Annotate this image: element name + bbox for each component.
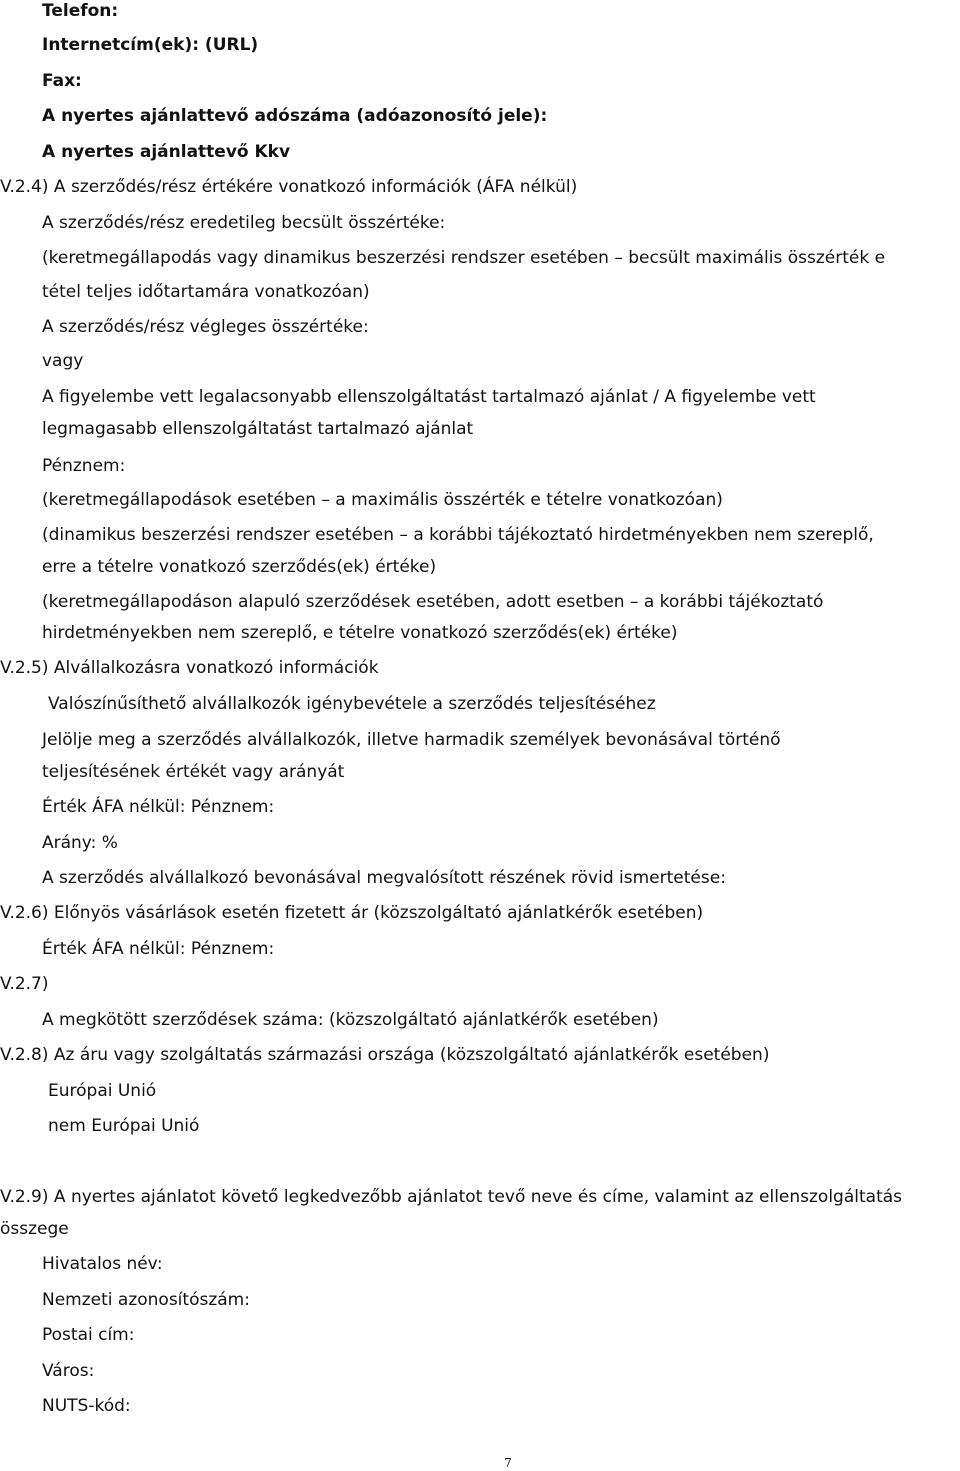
nem-europai-unio-option: nem Európai Unió — [48, 1116, 200, 1136]
kkv-label: A nyertes ajánlattevő Kkv — [42, 142, 291, 162]
postai-cim-label: Postai cím: — [42, 1325, 135, 1345]
nuts-kod-label: NUTS-kód: — [42, 1396, 131, 1416]
telefon-label: Telefon: — [42, 1, 119, 21]
valoszinu-alvallalkozok: Valószínűsíthető alvállalkozók igénybevétele a szerződés teljesítéséhez — [48, 694, 656, 714]
jelolje-line1: Jelölje meg a szerződés alvállalkozók, illetve harmadik személyek bevonásával történő — [42, 730, 781, 750]
keretmeg-esetben-note: (keretmegállapodások esetében – a maximális összérték e tételre vonatkozóan) — [42, 490, 723, 510]
europai-unio-option: Európai Unió — [48, 1081, 157, 1101]
section-v27-heading: V.2.7) — [0, 974, 49, 994]
page-number: 7 — [504, 1456, 512, 1470]
hivatalos-nev-label: Hivatalos név: — [42, 1254, 163, 1274]
figyelembe-line2: legmagasabb ellenszolgáltatást tartalmazó ajánlat — [42, 419, 474, 439]
section-v29-heading-line2: összege — [0, 1219, 69, 1239]
vagy-text: vagy — [42, 351, 84, 371]
figyelembe-line1: A figyelembe vett legalacsonyabb ellenszolgáltatást tartalmazó ajánlat / A figyelembe vett — [42, 387, 816, 407]
section-v25-heading: V.2.5) Alvállalkozásra vonatkozó információk — [0, 658, 379, 678]
ertek-afa-nelkul: Érték ÁFA nélkül: Pénznem: — [42, 797, 275, 817]
section-v28-heading: V.2.8) Az áru vagy szolgáltatás származási országa (közszolgáltató ajánlatkérők esetében) — [0, 1045, 770, 1065]
megkotott-szerzodesek: A megkötött szerződések száma: (közszolgáltató ajánlatkérők esetében) — [42, 1010, 659, 1030]
v26-ertek-afa-nelkul: Érték ÁFA nélkül: Pénznem: — [42, 939, 275, 959]
varos-label: Város: — [42, 1361, 95, 1381]
becsult-osszertek: A szerződés/rész eredetileg becsült összértéke: — [42, 213, 446, 233]
section-v29-heading-line1: V.2.9) A nyertes ajánlatot követő legkedvezőbb ajánlatot tevő neve és címe, valamint az ellenszolgáltatás — [0, 1187, 903, 1207]
arany-label: Arány: % — [42, 833, 118, 853]
internetcim-label: Internetcím(ek): (URL) — [42, 35, 259, 55]
nemzeti-azonosito-label: Nemzeti azonosítószám: — [42, 1290, 250, 1310]
section-v26-heading: V.2.6) Előnyös vásárlások esetén fizetett ár (közszolgáltató ajánlatkérők esetében) — [0, 903, 704, 923]
keret-note-line2: tétel teljes időtartamára vonatkozóan) — [42, 282, 370, 302]
adoszam-label: A nyertes ajánlattevő adószáma (adóazonosító jele): — [42, 106, 548, 126]
penznem-label: Pénznem: — [42, 456, 126, 476]
keretalapulo-note-line2: hirdetményekben nem szereplő, e tételre vonatkozó szerződés(ek) értéke) — [42, 623, 678, 643]
dinamikus-note-line1: (dinamikus beszerzési rendszer esetében – a korábbi tájékoztató hirdetményekben nem szereplő, — [42, 525, 874, 545]
vegleges-osszertek: A szerződés/rész végleges összértéke: — [42, 317, 369, 337]
section-v24-heading: V.2.4) A szerződés/rész értékére vonatkozó információk (ÁFA nélkül) — [0, 177, 578, 197]
fax-label: Fax: — [42, 71, 82, 91]
keret-note-line1: (keretmegállapodás vagy dinamikus beszerzési rendszer esetében – becsült maximális összérték e — [42, 248, 886, 268]
jelolje-line2: teljesítésének értékét vagy arányát — [42, 762, 345, 782]
dinamikus-note-line2: erre a tételre vonatkozó szerződés(ek) értéke) — [42, 557, 437, 577]
ismertetes-label: A szerződés alvállalkozó bevonásával megvalósított részének rövid ismertetése: — [42, 868, 726, 888]
keretalapulo-note-line1: (keretmegállapodáson alapuló szerződések esetében, adott esetben – a korábbi tájékoztató — [42, 592, 824, 612]
